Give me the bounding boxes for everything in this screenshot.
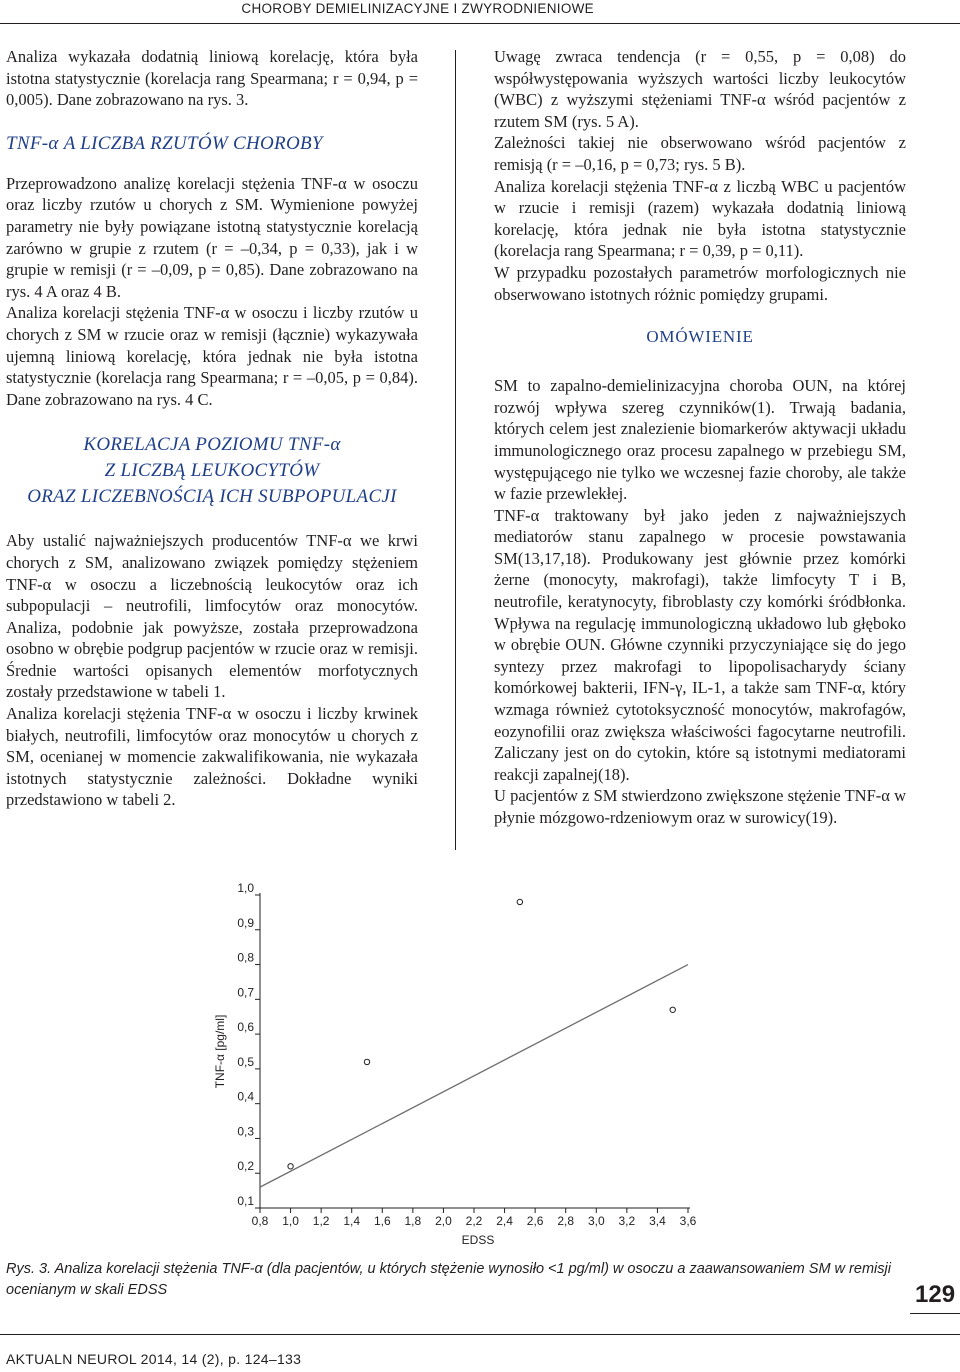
right-paragraph-1: Uwagę zwraca tendencja (r = 0,55, p = 0,08) do współwystępowania wyższych wartości liczby leukocytów (WBC) z wyższymi stężeniami TNF-α wśród pacjentów z rzutem SM (rys. 5 A). [494, 47, 906, 131]
y-tick-label: 0,7 [237, 985, 254, 1000]
left-paragraph-5: Analiza korelacji stężenia TNF-α w osoczu i liczby krwinek białych, neutrofili, limfocytów oraz monocytów u chorych z SM, ocenianej w momencie zakwalifikowania, nie wykazała istotnych statystycznie zależności. Dokładne wyniki przedstawiono w tabeli 2. [6, 704, 418, 810]
y-tick-label: 0,1 [237, 1194, 254, 1208]
page-number-rule [910, 1313, 960, 1314]
running-head: CHOROBY DEMIELINIZACYJNE I ZWYRODNIENIOWE [241, 1, 594, 16]
data-point [670, 1007, 675, 1012]
x-tick-label: 2,0 [435, 1214, 452, 1228]
figure-3-scatter-chart [0, 878, 960, 1258]
journal-footer: AKTUALN NEUROL 2014, 14 (2), p. 124–133 [6, 1351, 302, 1367]
right-column [494, 46, 906, 829]
x-tick-label: 1,6 [373, 1214, 391, 1228]
y-axis-label: TNF-α [pg/ml] [213, 1014, 227, 1089]
left-column [6, 46, 418, 811]
column-divider [455, 50, 456, 850]
right-paragraph-7: U pacjentów z SM stwierdzono zwiększone stężenie TNF-α w płynie mózgowo-rdzeniowym oraz w surowicy(19). [494, 786, 906, 827]
x-tick-label: 2,6 [526, 1214, 544, 1228]
x-tick-label: 1,4 [343, 1214, 361, 1228]
x-tick-label: 2,4 [496, 1214, 513, 1228]
left-paragraph-2: Przeprowadzono analizę korelacji stężenia TNF-α w osoczu oraz liczby rzutów u chorych z SM. Wymienione powyżej parametry nie były powiązane istotną statystycznie korelacją zarówno w grupie z rzutem (r = –0,34, p = 0,33), jak i w grupie w remisji (r = –0,09, p = 0,85). Dane zobrazowano na rys. 4 A oraz 4 B. [6, 173, 418, 301]
y-tick-label: 0,5 [237, 1054, 254, 1069]
y-tick-label: 0,3 [237, 1124, 254, 1139]
x-tick-label: 3,4 [649, 1214, 666, 1228]
y-tick-label: 0,4 [237, 1089, 254, 1104]
left-paragraph-4: Aby ustalić najważniejszych producentów TNF-α we krwi chorych z SM, analizowano związek pomiędzy stężeniem TNF-α w osoczu a liczebnością leukocytów oraz ich subpopulacji – neutrofili, limfocytów oraz monocytów. Analiza, podobnie jak powyższe, została przeprowadzona osobno w obrębie podgrup pacjentów w rzucie oraz w remisji. Średnie wartości opisanych elementów morfotycznych zostały przedstawione w tabeli 1. [6, 531, 418, 702]
y-tick-label: 0,2 [237, 1159, 254, 1174]
right-paragraph-4: W przypadku pozostałych parametrów morfologicznych nie obserwowano istotnych różnic pomiędzy grupami. [494, 262, 906, 304]
regression-line [260, 965, 688, 1188]
data-point [364, 1059, 369, 1064]
section-heading-leukocytes [6, 432, 418, 510]
x-tick-label: 3,6 [679, 1214, 697, 1228]
x-tick-label: 1,2 [312, 1214, 330, 1228]
x-tick-label: 3,2 [618, 1214, 636, 1228]
right-paragraph-6: TNF-α traktowany był jako jeden z najważniejszych mediatorów stanu zapalnego w procesie powstawania SM(13,17,18). Produkowany jest głównie przez komórki żerne (monocyty, makrofagi), także limfocyty T i B, neutrofile, keratynocyty, fibroblasty czy komórki śródbłonka. Wpływa na regulację immunologiczną układowo lub głęboko w obrębie OUN. Główne czynniki przyczyniające się do jego syntezy przez makrofagi to lipopolisacharydy ściany komórkowej bakterii, IFN-γ, IL-1, a także sam TNF-α, który wzmaga również cytotoksyczność monocytów, makrofagów, eozynofilii oraz zwiększa właściwości fagocytarne neutrofili. Zaliczany jest on do cytokin, które są istotnymi mediatorami reakcji zapalnej(18). [494, 505, 906, 784]
x-tick-label: 1,0 [282, 1214, 299, 1228]
x-tick-label: 3,0 [587, 1214, 605, 1228]
figure-caption [6, 1259, 906, 1301]
section-heading-leukocytes-line-3: ORAZ LICZEBNOŚCIĄ ICH SUBPOPULACJI [27, 486, 397, 508]
footer-rule [0, 1334, 960, 1335]
y-tick-label: 0,9 [237, 915, 254, 930]
x-tick-label: 1,8 [404, 1214, 422, 1228]
x-tick-label: 0,8 [251, 1214, 269, 1228]
figure-caption-label: Rys. 3. [6, 1261, 52, 1277]
figure-caption-text: Analiza korelacji stężenia TNF-α (dla pacjentów, u których stężenie wynosiło <1 pg/ml) w osoczu a zaawansowaniem SM w remisji ocenianym w skali EDSS [6, 1261, 891, 1298]
header-rule [0, 23, 960, 24]
data-point [517, 899, 522, 904]
section-heading-tnf-relapses: TNF-α A LICZBA RZUTÓW CHOROBY [6, 132, 323, 154]
left-paragraph-3: Analiza korelacji stężenia TNF-α w osoczu i liczby rzutów u chorych z SM w rzucie oraz w remisji (łącznie) wykazywała ujemną liniową korelację, która jednak nie była istotna statystycznie (korelacja rang Spearmana; r = –0,05, p = 0,84). Dane zobrazowano na rys. 4 C. [6, 303, 418, 409]
data-point [288, 1164, 293, 1169]
section-heading-leukocytes-line-2: Z LICZBĄ LEUKOCYTÓW [104, 460, 320, 482]
page-number: 129 [915, 1281, 956, 1308]
section-heading-leukocytes-line-1: KORELACJA POZIOMU TNF-α [83, 434, 341, 456]
right-paragraph-5: SM to zapalno-demielinizacyjna choroba OUN, na której rozwój wpływa szereg czynników(1). Trwają badania, których celem jest znalezienie biomarkerów aktywacji układu immunologicznego oraz procesu zapalnego w przebiegu SM, występującego nie tylko we wczesnej fazie choroby, ale także w fazie przewlekłej. [494, 376, 906, 504]
right-paragraph-3: Analiza korelacji stężenia TNF-α z liczbą WBC u pacjentów w rzucie i remisji (razem) wykazała dodatnią liniową korelację, która jednak nie była istotna statystycznie (korelacja rang Spearmana; r = 0,39, p = 0,11). [494, 176, 906, 261]
y-tick-label: 0,6 [237, 1020, 254, 1035]
left-paragraph-1: Analiza wykazała dodatnią liniową korelację, która była istotna statystycznie (korelacja rang Spearmana; r = 0,94, p = 0,005). Dane zobrazowano na rys. 3. [6, 47, 418, 110]
right-paragraph-2: Zależności takiej nie obserwowano wśród pacjentów z remisją (r = –0,16, p = 0,73; rys. 5 B). [494, 133, 906, 174]
x-tick-label: 2,8 [557, 1214, 575, 1228]
y-tick-label: 0,8 [237, 950, 254, 965]
x-tick-label: 2,2 [465, 1214, 483, 1228]
section-heading-discussion: OMÓWIENIE [646, 327, 754, 347]
y-tick-label: 1,0 [237, 881, 254, 895]
x-axis-label: EDSS [461, 1233, 495, 1247]
